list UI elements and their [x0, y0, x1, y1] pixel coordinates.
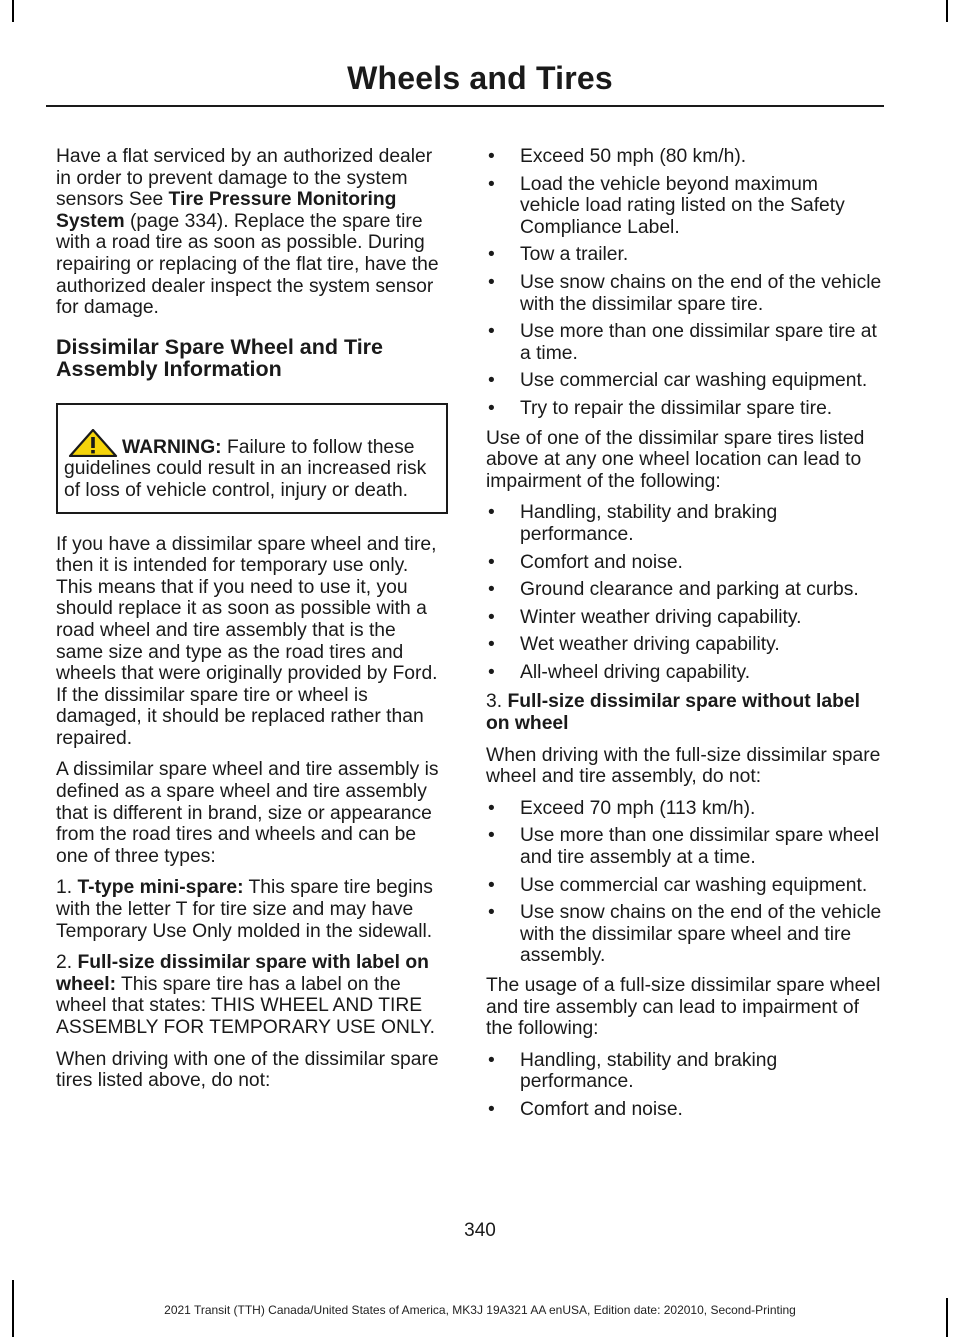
warning-box	[56, 403, 448, 514]
list-item: • Comfort and noise.	[486, 1099, 882, 1121]
page-title: Wheels and Tires	[347, 60, 613, 96]
warning-text: Failure to follow these guidelines could result in an increased risk of loss of vehicle control, injury or death.	[64, 436, 427, 501]
list-item: • Try to repair the dissimilar spare tire.	[486, 398, 882, 420]
list-item: • Use snow chains on the end of the vehicle with the dissimilar spare tire.	[486, 272, 882, 315]
list-item: • All-wheel driving capability.	[486, 662, 882, 684]
definition-paragraph: A dissimilar spare wheel and tire assembly is defined as a spare wheel and tire assembly that is different in brand, size or appearance from the road tires and wheels and can be one of three types:	[56, 759, 439, 867]
restrictions-list	[486, 146, 882, 420]
list-item: • Exceed 70 mph (113 km/h).	[486, 798, 882, 820]
list-item: • Load the vehicle beyond maximum vehicle load rating listed on the Safety Compliance Label.	[486, 174, 882, 239]
list-item: • Wet weather driving capability.	[486, 634, 882, 656]
full-size-impairment-paragraph: The usage of a full-size dissimilar spare wheel and tire assembly can lead to impairment of the following:	[486, 975, 881, 1040]
crop-mark-top-right	[946, 0, 948, 22]
warning-label: WARNING:	[122, 436, 222, 458]
list-item: • Winter weather driving capability.	[486, 607, 882, 629]
crop-mark-top-left	[12, 0, 14, 22]
list-item: • Comfort and noise.	[486, 552, 882, 574]
list-item: • Tow a trailer.	[486, 244, 882, 266]
list-item: • Use more than one dissimilar spare tire at a time.	[486, 321, 882, 364]
full-size-impairment-list	[486, 1050, 882, 1121]
impairment-paragraph: Use of one of the dissimilar spare tires listed above at any one wheel location can lead to impairment of the following:	[486, 427, 865, 492]
type-3-paragraph: 3. Full-size dissimilar spare without label on wheel	[486, 691, 860, 735]
warning-triangle-icon	[68, 429, 118, 457]
do-not-intro-paragraph: When driving with one of the dissimilar spare tires listed above, do not:	[56, 1048, 439, 1092]
left-column	[56, 146, 448, 1102]
page-number: 340	[464, 1220, 496, 1241]
list-item: • Ground clearance and parking at curbs.	[486, 579, 882, 601]
list-item: • Use commercial car washing equipment.	[486, 370, 882, 392]
intro-paragraph: Have a flat serviced by an authorized dealer in order to prevent damage to the system sensors See Tire Pressure Monitoring System (page 334). Replace the spare tire with a road tire as soon as possible. During repairing or replacing of the flat tire, have the authorized dealer inspect the system sensor for damage.	[56, 146, 439, 319]
full-size-restrictions-list	[486, 798, 882, 967]
list-item: • Exceed 50 mph (80 km/h).	[486, 146, 882, 168]
section-heading: Dissimilar Spare Wheel and Tire Assembly Information	[56, 334, 384, 381]
list-item: • Use more than one dissimilar spare wheel and tire assembly at a time.	[486, 825, 882, 868]
tpms-link[interactable]: Tire Pressure Monitoring System	[56, 189, 397, 232]
footer-edition-info: 2021 Transit (TTH) Canada/United States of America, MK3J 19A321 AA enUSA, Edition date: 202010, Second-Printing	[164, 1303, 796, 1317]
list-item: • Handling, stability and braking performance.	[486, 1050, 882, 1093]
full-size-do-not-paragraph: When driving with the full-size dissimilar spare wheel and tire assembly, do not:	[486, 744, 881, 788]
list-item: • Handling, stability and braking performance.	[486, 502, 882, 545]
temporary-use-paragraph: If you have a dissimilar spare wheel and tire, then it is intended for temporary use only. This means that if you need to use it, you should replace it as soon as possible with a road wheel and tire assembly that is the same size and type as the road tires and wheels that were originally provided by Ford. If the dissimilar spare tire or wheel is damaged, it should be replaced rather than repaired.	[56, 533, 438, 749]
right-column	[486, 146, 882, 1129]
type-1-paragraph: 1. T-type mini-spare: This spare tire begins with the letter T for tire size and may have Temporary Use Only molded in the sidewall.	[56, 877, 433, 942]
header-divider	[46, 105, 884, 107]
list-item: • Use commercial car washing equipment.	[486, 875, 882, 897]
type-2-paragraph: 2. Full-size dissimilar spare with label on wheel: This spare tire has a label on the wheel that states: THIS WHEEL AND TIRE ASSEMBLY FOR TEMPORARY USE ONLY.	[56, 952, 435, 1038]
list-item: • Use snow chains on the end of the vehicle with the dissimilar spare wheel and tire assembly.	[486, 902, 882, 967]
impairment-list	[486, 502, 882, 683]
